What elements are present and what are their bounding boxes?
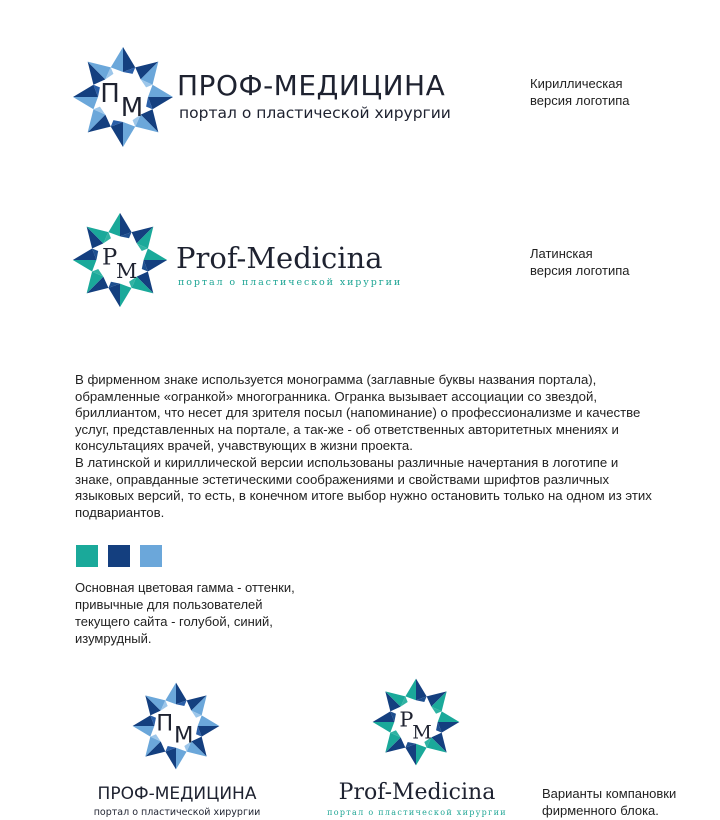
- star-facet: [111, 47, 123, 72]
- description-line: знаке, оправданные эстетическими соображениями и свойствами шрифтов различных: [75, 471, 610, 487]
- color-swatch-light-blue: [140, 545, 162, 567]
- variants-caption-line1: Варианты компановки: [542, 786, 677, 801]
- cyrillic-logo-title: ПРОФ-МЕДИЦИНА: [177, 69, 446, 102]
- cyrillic-logo-caption: [530, 75, 629, 109]
- description-line: В латинской и кириллической версии использованы различные начертания в логотипе и: [75, 454, 619, 470]
- star-facet: [198, 715, 220, 726]
- star-facet: [405, 679, 416, 701]
- star-facet: [73, 260, 97, 272]
- description-paragraph: [75, 372, 695, 521]
- variants-caption: [542, 785, 676, 819]
- cyrillic-monogram-left: П: [100, 79, 120, 109]
- palette-caption-line: изумрудный.: [75, 631, 152, 646]
- latin-logo: [70, 210, 490, 320]
- description-line: подвариантов.: [75, 504, 165, 520]
- latin-monogram-left: P: [102, 244, 118, 271]
- latin-logo-title: Prof-Medicina: [176, 241, 383, 275]
- cyrillic-logo-emblem: [70, 44, 176, 150]
- cyrillic-stacked-title: ПРОФ-МЕДИЦИНА: [97, 784, 257, 804]
- color-swatch-emerald: [76, 545, 98, 567]
- description-line: бриллиантом, что несет для зрителя посыл (напоминание) о профессионализме и качестве: [75, 405, 641, 421]
- star-facet: [373, 722, 395, 733]
- latin-caption-line1: Латинская: [530, 246, 593, 261]
- palette-caption: [75, 579, 295, 647]
- palette-caption-line: привычные для пользователей: [75, 597, 263, 612]
- cyrillic-stacked-monogram-left: П: [156, 710, 174, 737]
- star-facet: [108, 213, 120, 237]
- star-facet: [123, 122, 135, 147]
- star-facet: [73, 97, 98, 109]
- palette-caption-line: Основная цветовая гамма - оттенки,: [75, 580, 295, 595]
- cyrillic-logo-subtitle: портал о пластической хирургии: [179, 104, 451, 122]
- cyrillic-stacked-monogram-right: М: [174, 722, 194, 749]
- star-facet: [144, 248, 168, 260]
- cyrillic-stacked-variant: [72, 680, 282, 820]
- latin-logo-emblem: [70, 210, 170, 310]
- cyrillic-stacked-subtitle: портал о пластической хирургии: [93, 807, 261, 818]
- variants-caption-line2: фирменного блока.: [542, 803, 659, 818]
- latin-stacked-monogram-left: P: [399, 707, 414, 732]
- latin-stacked-emblem: [370, 676, 462, 768]
- cyrillic-caption-line1: Кириллическая: [530, 76, 623, 91]
- description-line: услуг, представленных на портале, а так-же - об ответственных авторитетных мнениях и: [75, 421, 619, 437]
- description-line: В фирменном знаке используется монограмма (заглавные буквы названия портала),: [75, 372, 597, 387]
- cyrillic-monogram-right: М: [120, 93, 144, 123]
- star-facet: [148, 85, 173, 97]
- description-line: консультациях врачей, учавствующих в жизни проекта.: [75, 438, 413, 454]
- palette-caption-line: текущего сайта - голубой, синий,: [75, 614, 273, 629]
- star-facet: [438, 711, 460, 722]
- latin-stacked-variant: [312, 676, 522, 820]
- color-swatch-blue: [108, 545, 130, 567]
- latin-stacked-subtitle: портал о пластической хирургии: [327, 808, 507, 817]
- latin-logo-subtitle: портал о пластической хирургии: [178, 277, 403, 288]
- description-line: обрамленные «огранкой» многогранника. Огранка вызывает ассоциации со звездой,: [75, 388, 598, 404]
- star-facet: [416, 744, 427, 766]
- latin-monogram-right: M: [115, 258, 138, 283]
- star-facet: [133, 726, 155, 737]
- description-line: языковых версий, то есть, в конечном итоге выбор нужно остановить только на одном из этих: [75, 488, 652, 504]
- cyrillic-logo: [70, 44, 490, 154]
- latin-caption-line2: версия логотипа: [530, 263, 630, 278]
- latin-stacked-monogram-right: M: [412, 720, 432, 744]
- cyrillic-stacked-emblem: [130, 680, 222, 772]
- cyrillic-caption-line2: версия логотипа: [530, 93, 630, 108]
- star-facet: [120, 284, 132, 308]
- latin-logo-caption: [530, 245, 629, 279]
- latin-stacked-title: Prof-Medicina: [338, 780, 496, 805]
- star-facet: [165, 683, 176, 705]
- star-facet: [176, 748, 187, 770]
